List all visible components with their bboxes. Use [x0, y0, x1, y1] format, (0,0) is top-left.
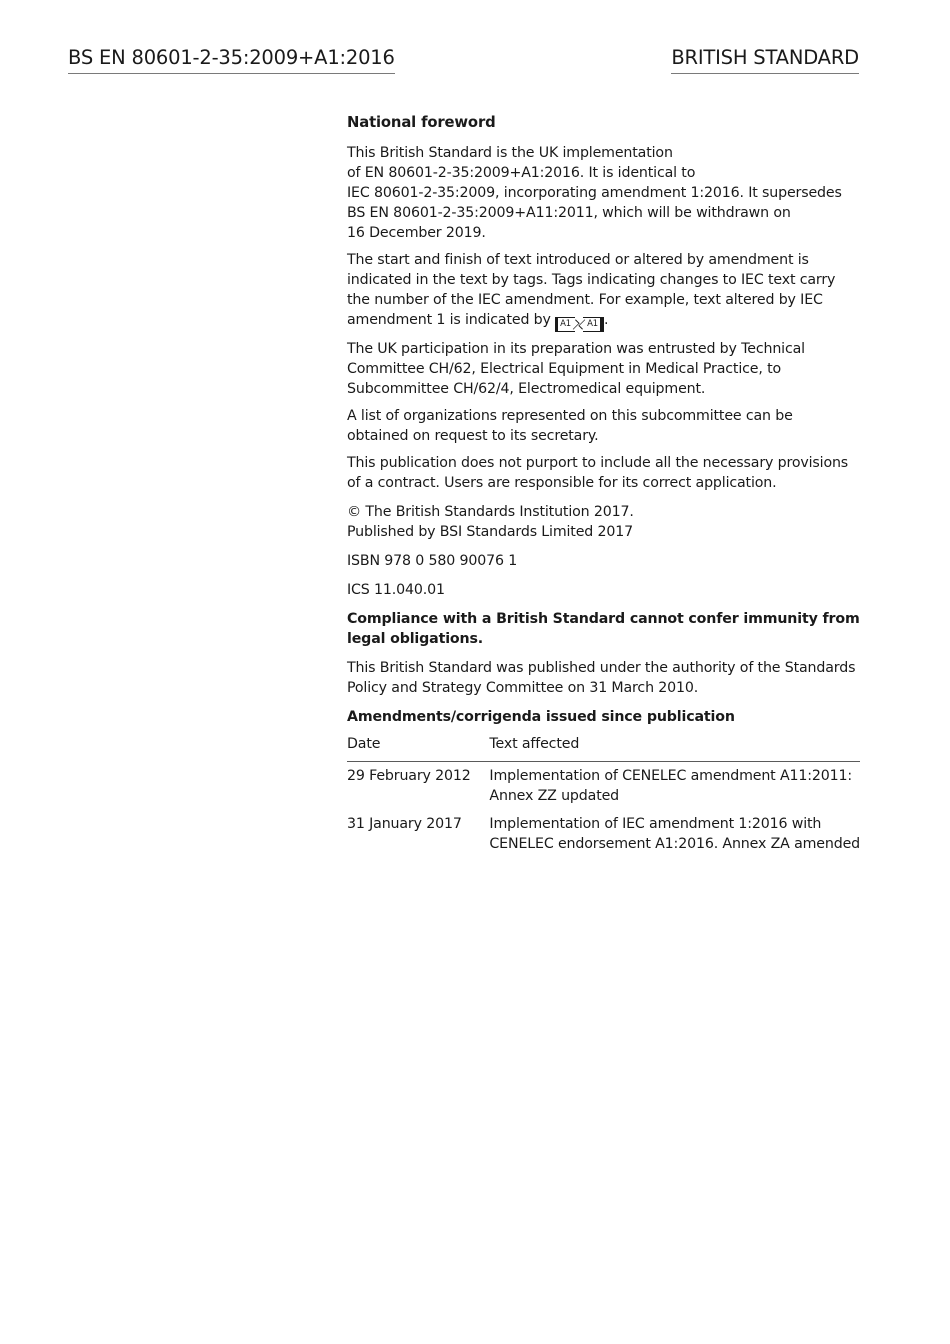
contract-disclaimer-paragraph	[347, 453, 862, 493]
table-row	[347, 762, 860, 811]
text-line: legal obligations.	[347, 631, 484, 647]
text-line: Published by BSI Standards Limited 2017	[347, 524, 634, 540]
amendment-text	[489, 810, 860, 858]
text-fragment: amendment 1 is indicated by	[347, 312, 556, 328]
amendment-start-tag-icon: A1	[555, 317, 575, 332]
copyright-notice	[347, 502, 862, 542]
amendment-end-tag-icon: A1	[583, 317, 604, 332]
text-line: This British Standard was published under the authority of the Standards	[347, 660, 856, 676]
standard-type-header: BRITISH STANDARD	[671, 44, 859, 74]
amendment-tags-paragraph	[347, 250, 862, 332]
text-line: Subcommittee CH/62/4, Electromedical equipment.	[347, 381, 706, 397]
text-line: A list of organizations represented on this subcommittee can be	[347, 408, 793, 424]
text-line: Policy and Strategy Committee on 31 March 2010.	[347, 680, 699, 696]
compliance-statement	[347, 609, 862, 649]
column-header-text-affected: Text affected	[489, 734, 860, 762]
amendments-title: Amendments/corrigenda issued since publication	[347, 709, 735, 725]
amendment-date: 31 January 2017	[347, 816, 462, 832]
table-row	[347, 810, 860, 858]
authority-statement	[347, 658, 862, 698]
text-line: Implementation of CENELEC amendment A11:2011:	[489, 768, 853, 784]
ics-code: ICS 11.040.01	[347, 582, 445, 598]
section-title: National foreword	[347, 114, 496, 131]
text-line: This publication does not purport to include all the necessary provisions	[347, 455, 849, 471]
text-line	[347, 310, 862, 332]
text-line: 16 December 2019.	[347, 225, 486, 241]
organizations-paragraph	[347, 406, 862, 446]
uk-participation-paragraph	[347, 339, 862, 399]
text-line: Compliance with a British Standard cannot confer immunity from	[347, 611, 860, 627]
text-line: Committee CH/62, Electrical Equipment in Medical Practice, to	[347, 361, 782, 377]
text-line: of EN 80601-2-35:2009+A1:2016. It is identical to	[347, 165, 696, 181]
text-line: IEC 80601-2-35:2009, incorporating amendment 1:2016. It supersedes	[347, 185, 842, 201]
isbn: ISBN 978 0 580 90076 1	[347, 553, 518, 569]
text-line: the number of the IEC amendment. For example, text altered by IEC	[347, 292, 823, 308]
text-line: This British Standard is the UK implementation	[347, 145, 673, 161]
amendments-table	[347, 734, 860, 858]
amendment-date: 29 February 2012	[347, 768, 471, 784]
text-line: © The British Standards Institution 2017.	[347, 504, 634, 520]
national-foreword	[347, 112, 862, 858]
text-line: indicated in the text by tags. Tags indicating changes to IEC text carry	[347, 272, 836, 288]
amendment-text	[489, 762, 860, 811]
text-line: CENELEC endorsement A1:2016. Annex ZA amended	[489, 836, 860, 852]
text-line: Implementation of IEC amendment 1:2016 with	[489, 816, 822, 832]
table-header-row	[347, 734, 860, 762]
text-line: BS EN 80601-2-35:2009+A11:2011, which will be withdrawn on	[347, 205, 791, 221]
column-header-date: Date	[347, 734, 489, 762]
text-line: obtained on request to its secretary.	[347, 428, 599, 444]
text-line: The start and finish of text introduced or altered by amendment is	[347, 252, 809, 268]
text-line: of a contract. Users are responsible for its correct application.	[347, 475, 777, 491]
text-line: The UK participation in its preparation was entrusted by Technical	[347, 341, 805, 357]
text-line: Annex ZZ updated	[489, 788, 620, 804]
text-fragment: .	[604, 312, 609, 328]
document-id-header: BS EN 80601-2-35:2009+A1:2016	[68, 44, 395, 74]
implementation-paragraph	[347, 143, 862, 243]
